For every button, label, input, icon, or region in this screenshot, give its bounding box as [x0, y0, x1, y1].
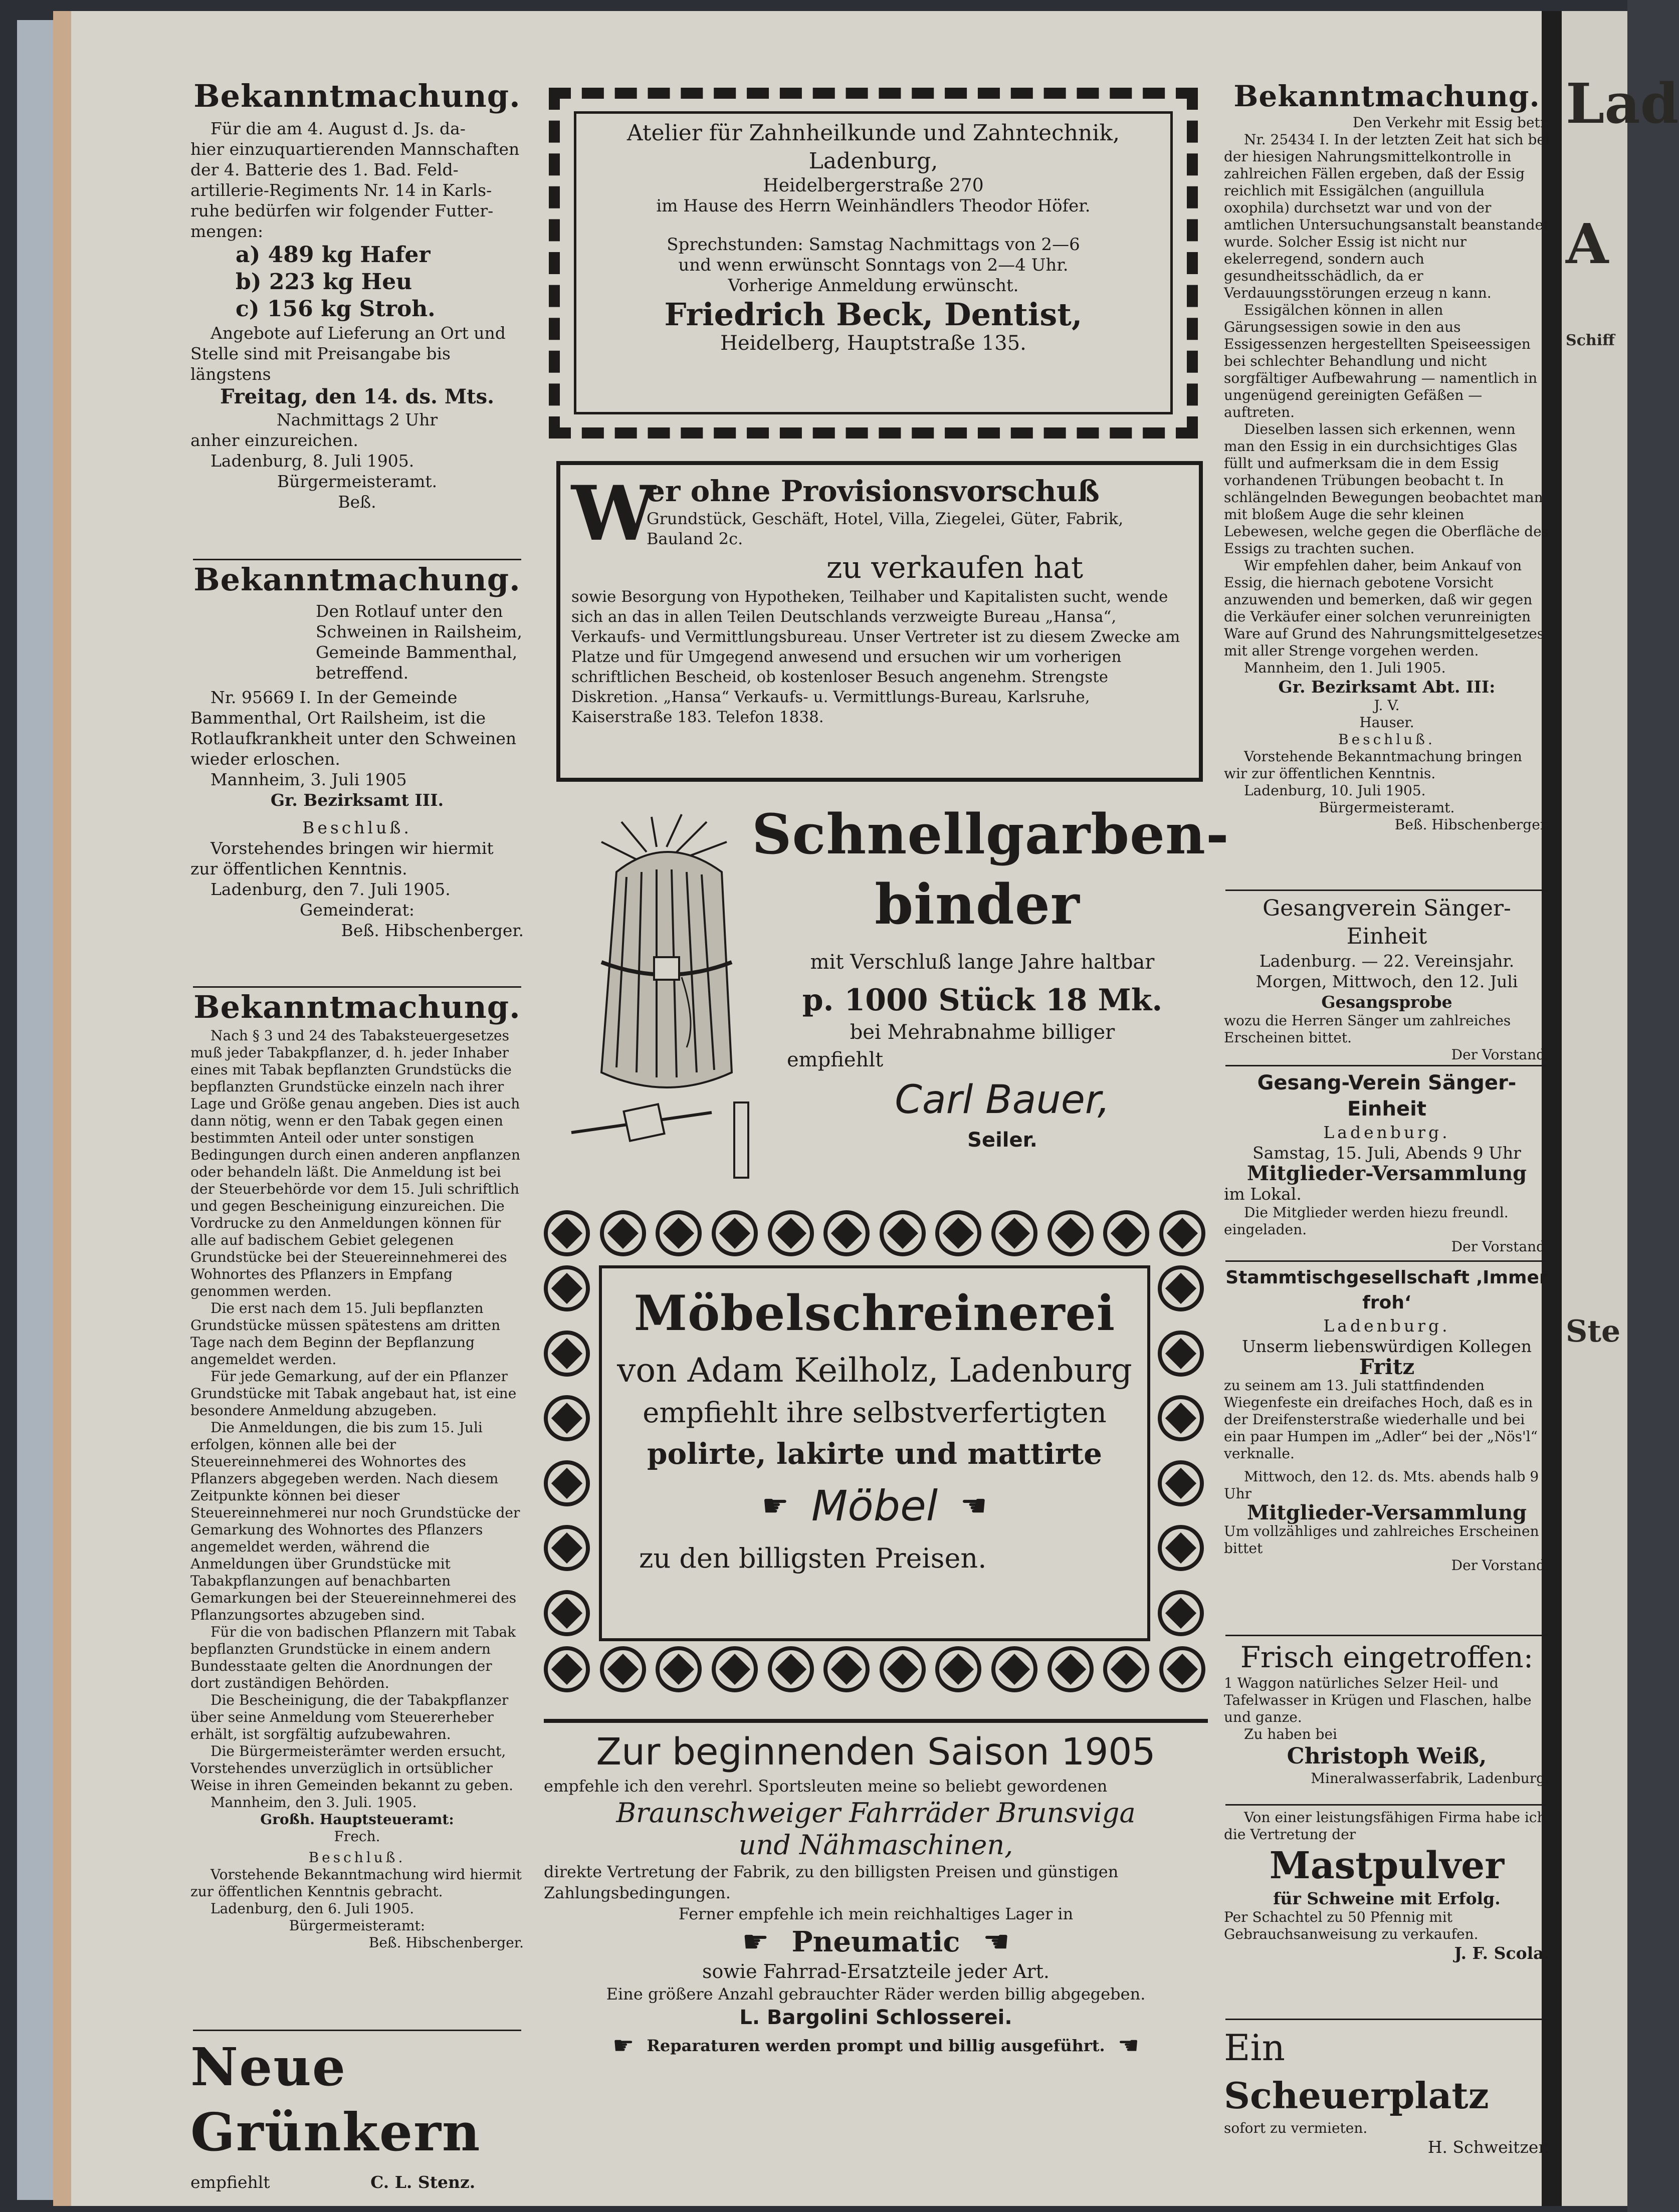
notice-body: Wir empfehlen daher, beim Ankauf von Essig, die hiernach gebotene Vorsicht anzuwenden und bemerken, daß wir gegen die Verkäufer einer solchen verunreinigten Ware auf Grund des Nahrungsmittelgesetzes mit aller Strenge vorgehen werden.	[1224, 557, 1545, 659]
pointing-hand-icon: ☛	[982, 1924, 1010, 1959]
verein-sign: Der Vorstand.	[1451, 1238, 1550, 1255]
notice-beschluss: Beschluß.	[1338, 731, 1435, 748]
notice-paragraph: Die Bürgermeisterämter werden ersucht, Vorstehendes unverzüglich in ortsüblicher Weise in ihren Gemeinden bekannt zu geben.	[190, 1743, 514, 1794]
notice-heading: Bekanntmachung.	[193, 989, 521, 1025]
notice-beschluss: Beschluß.	[302, 818, 412, 837]
futter-item: a) 489 kg Hafer	[236, 242, 431, 268]
notice-office: Großh. Hauptsteueramt:	[260, 1811, 454, 1828]
ad-text	[190, 2172, 524, 2192]
keilholz-line: polirte, lakirte und mattirte	[647, 1437, 1103, 1471]
scheuer-title-2: Scheuerplatz	[1224, 2074, 1489, 2117]
bauer-line: mit Verschluß lange Jahre haltbar	[810, 951, 1155, 974]
mast-text: Per Schachtel zu 50 Pfennig mit Gebrauchsanweisung zu verkaufen.	[1224, 1909, 1479, 1942]
weiss-title: Frisch eingetroffen:	[1240, 1640, 1534, 1674]
verein-title: Gesangverein Sänger-Einheit	[1263, 896, 1511, 949]
notice-text: Angebote auf Lieferung an Ort und Stelle sind mit Preisangabe bis längstens	[190, 323, 506, 384]
mast-sub: für Schweine mit Erfolg.	[1273, 1889, 1501, 1908]
scheuer-sign: H. Schweitzer.	[1427, 2137, 1550, 2157]
stammtisch-event: Mitglieder-Versammlung	[1246, 1501, 1527, 1524]
pointing-hand-icon: ☛	[612, 2032, 635, 2060]
diamond-border-top	[544, 1210, 1205, 1260]
ad-mastpulver	[1224, 1809, 1550, 2020]
dentist-hours: Sprechstunden: Samstag Nachmittags von 2—6	[667, 235, 1080, 255]
notice-essig	[1224, 80, 1550, 877]
ad-gruenkern	[190, 2035, 524, 2192]
verein-event: Mitglieder-Versammlung	[1246, 1162, 1527, 1185]
bauer-title-2: binder	[875, 872, 1080, 937]
notice-futter	[190, 80, 524, 561]
notice-sign: Beß. Hibschenberger.	[341, 921, 524, 940]
volume-cover-edge	[17, 20, 53, 2200]
notice-text: Vorstehendes bringen wir hiermit zur öffentlichen Kenntnis.	[190, 838, 494, 878]
pointing-hand-icon: ☛	[762, 1488, 789, 1523]
notice-line: der 4. Batterie des 1. Bad. Feld-	[190, 160, 459, 179]
scheuer-title	[1224, 2024, 1550, 2120]
verein-when: Morgen, Mittwoch, den 12. Juli	[1255, 972, 1518, 991]
notice-body: Nr. 95669 I. In der Gemeinde Bammenthal, Ort Railsheim, ist die Rotlaufkrankheit unter den Schweinen wieder erloschen.	[190, 688, 517, 769]
notice-sign: Frech.	[334, 1828, 380, 1845]
notice-deadline: Freitag, den 14. ds. Mts.	[220, 385, 495, 408]
hansa-body: sowie Besorgung von Hypotheken, Teilhaber und Kapitalisten sucht, wende sich an das in allen Teilen Deutschlands verzweigte Bureau „Hansa“, Verkaufs- und Vermittlungsbureau. Unser Vertreter ist zu diesem Zwecke am Platze und für Umgegend anwesend und ersuchen wir um vorherigen schriftlichen Bescheid, ob kostenloser Besuch angenehm. Strengste Diskretion. „Hansa“ Verkaufs- u. Vermittlungs-Bureau, Karlsruhe, Kaiserstraße 183. Telefon 1838.	[571, 588, 1180, 726]
notice-text: Vorstehende Bekanntmachung wird hiermit zur öffentlichen Kenntnis gebracht.	[190, 1866, 522, 1900]
dentist-hours-sunday: und wenn erwünscht Sonntags von 2—4 Uhr.	[678, 255, 1069, 275]
notice-sign: Hauser.	[1359, 714, 1414, 731]
notice-body: Essigälchen können in allen Gärungsessigen sowie in den aus Essigessenzen hergestellten Speiseessigen bei schlechter Behandlung und nicht sorgfältiger Aufbewahrung — namentlich in ungenügend gereinigten Gefäßen — auftreten.	[1224, 302, 1538, 420]
ad-bargolini	[544, 1729, 1208, 2165]
bauer-title: Schnellgarben-	[752, 802, 1229, 866]
futter-item: b) 223 kg Heu	[236, 269, 412, 295]
notice-date: Ladenburg, 10. Juli 1905.	[1244, 782, 1426, 799]
notice-office: Bürgermeisteramt.	[277, 472, 438, 491]
verein-text: wozu die Herren Sänger um zahlreiches Erscheinen bittet.	[1224, 1012, 1511, 1046]
bauer-line: bei Mehrabnahme billiger	[850, 1021, 1115, 1044]
verein-event: Gesangsprobe	[1321, 992, 1452, 1012]
notice-line: artillerie-Regiments Nr. 14 in Karls-	[190, 180, 492, 200]
bargolini-pneumatic: Pneumatic	[791, 1925, 960, 1958]
notice-date: Ladenburg, den 6. Juli 1905.	[211, 1900, 414, 1917]
fragment-text: Ste	[1566, 1314, 1621, 1349]
stammtisch-title: Stammtischgesellschaft ‚Immer froh‘	[1225, 1267, 1548, 1313]
diamond-border-left	[544, 1265, 594, 1636]
ad-weiss	[1224, 1640, 1550, 1805]
divider	[1225, 1260, 1546, 1262]
dentist-house: im Hause des Herrn Weinhändlers Theodor Höfer.	[656, 196, 1091, 216]
stammtisch-text: zu seinem am 13. Juli stattfindenden Wiegenfeste ein dreifaches Hoch, daß es in der Dreifensterstraße wiederhalle und bei ein paar Humpen im „Adler“ bei der „Nös'l“ verknalle.	[1224, 1377, 1538, 1462]
notice-paragraph: Die Bescheinigung, die der Tabakpflanzer über seine Anmeldung vom Steuererheber erhält, ist sorgfältig aufzubewahren.	[190, 1692, 509, 1742]
notice-heading: Bekanntmachung.	[1233, 79, 1540, 113]
notice-heading: Bekanntmachung.	[193, 78, 521, 114]
notice-subject: Den Rotlauf unter den Schweinen in Railsheim, Gemeinde Bammenthal, betreffend.	[316, 601, 522, 683]
ad-name: C. L. Stenz.	[370, 2172, 476, 2192]
bargolini-brand: und Nähmaschinen,	[738, 1829, 1013, 1861]
stammtisch-name: Fritz	[1359, 1355, 1415, 1379]
notice-office: Bürgermeisteramt.	[1319, 799, 1455, 816]
verein-sign: Der Vorstand.	[1451, 1046, 1550, 1063]
stammtisch-line: Unserm liebenswürdigen Kollegen	[1241, 1337, 1532, 1356]
ad-top-rule	[544, 1719, 1208, 1723]
notice-date: Mannheim, den 1. Juli 1905.	[1244, 659, 1446, 676]
divider	[193, 2030, 521, 2031]
bargolini-intro: empfehle ich den verehrl. Sportsleuten meine so beliebt gewordenen	[544, 1777, 1108, 1796]
bargolini-repairs: Reparaturen werden prompt und billig ausgeführt.	[647, 2036, 1105, 2055]
notice-date: Ladenburg, 8. Juli 1905.	[211, 451, 414, 471]
bargolini-used: Eine größere Anzahl gebrauchter Räder werden billig abgegeben.	[606, 1984, 1146, 2004]
notice-paragraph: Nach § 3 und 24 des Tabaksteuergesetzes muß jeder Tabakpflanzer, d. h. jeder Inhaber eines mit Tabak bepflanzten Grundstücks die bepflanzten Grundstücke einzeln nach ihrer Lage und Größe genau angeben. Dies ist auch dann nötig, wenn er den Tabak gegen einen bestimmten Anteil oder unter sonstigen Bedingungen durch einen anderen anpflanzen oder behandeln läßt. Die Anmeldung ist bei der Steuerbehörde vor dem 15. Juli schriftlich und gegen Bescheinigung einzureichen. Die Vordrucke zu den Anmeldungen können für alle auf badischem Gebiet gelegenen Grundstücke bei der Steuereinnehmerei des Wohnortes des Pflanzers in Empfang genommen werden.	[190, 1027, 521, 1299]
bargolini-name: L. Bargolini Schlosserei.	[739, 2006, 1012, 2029]
page-stack-edge	[53, 11, 71, 2206]
hansa-objects: Grundstück, Geschäft, Hotel, Villa, Ziegelei, Güter, Fabrik, Bauland 2c.	[647, 509, 1124, 548]
mast-sign: J. F. Scola.	[1454, 1943, 1550, 1963]
keilholz-moebel: Möbel	[811, 1481, 938, 1530]
ad-gesangverein-2	[1224, 1070, 1550, 1260]
bargolini-stock: Ferner empfehle ich mein reichhaltiges Lager in	[678, 1904, 1074, 1923]
stammtisch-when: Mittwoch, den 12. ds. Mts. abends halb 9 Uhr	[1224, 1468, 1539, 1502]
bauer-trade: Seiler.	[967, 1129, 1037, 1152]
keilholz-name: von Adam Keilholz, Ladenburg	[617, 1351, 1132, 1390]
notice-sign: Beß.	[338, 492, 376, 512]
notice-office: Gr. Bezirksamt Abt. III:	[1278, 677, 1496, 697]
notice-time: Nachmittags 2 Uhr	[276, 410, 438, 429]
ad-scheuerplatz	[1224, 2024, 1550, 2159]
verein-place: im Lokal.	[1224, 1184, 1302, 1204]
notice-council: Gemeinderat:	[299, 900, 414, 920]
weiss-text: 1 Waggon natürliches Selzer Heil- und Tafelwasser in Krügen und Flaschen, halbe und ganze.	[1224, 1675, 1532, 1725]
bargolini-direct: direkte Vertretung der Fabrik, zu den billigsten Preisen und günstigen Zahlungsbedingungen.	[544, 1862, 1119, 1902]
hansa-headline: er ohne Provisionsvorschuß	[647, 474, 1100, 508]
bargolini-title: Zur beginnenden Saison 1905	[596, 1730, 1156, 1774]
verein-sub: Ladenburg.	[1323, 1123, 1450, 1142]
notice-date: Mannheim, den 3. Juli. 1905.	[211, 1794, 417, 1811]
verein-when: Samstag, 15. Juli, Abends 9 Uhr	[1252, 1143, 1521, 1163]
dentist-title: Atelier für Zahnheilkunde und Zahntechnik, Ladenburg,	[626, 120, 1120, 174]
bauer-name: Carl Bauer,	[895, 1077, 1110, 1123]
divider	[1225, 890, 1546, 891]
notice-paragraph: Für jede Gemarkung, auf der ein Pflanzer Grundstücke mit Tabak angebaut hat, ist eine besondere Anmeldung abzugeben.	[190, 1368, 517, 1419]
notice-paragraph: Für die von badischen Pflanzern mit Tabak bepflanzten Grundstücke in einem andern Bundesstaate gelten die Anordnungen der dort zuständigen Behörden.	[190, 1624, 516, 1691]
ad-title: Neue Grünkern	[190, 2036, 481, 2163]
diamond-border-bottom	[544, 1646, 1205, 1696]
ad-gesangverein-1	[1224, 895, 1550, 1065]
verein-sub: Ladenburg. — 22. Vereinsjahr.	[1259, 951, 1515, 971]
verein-text: Die Mitglieder werden hiezu freundl. eingeladen.	[1224, 1204, 1509, 1238]
scheuer-title-1: Ein	[1224, 2027, 1285, 2069]
ad-empfiehlt: empfiehlt	[190, 2172, 270, 2192]
verein-title: Gesang-Verein Sänger-Einheit	[1257, 1071, 1517, 1121]
dentist-address: Heidelbergerstraße 270	[763, 175, 984, 196]
weiss-haben: Zu haben bei	[1244, 1726, 1337, 1742]
pointing-hand-icon: ☛	[742, 1924, 769, 1959]
futter-item: c) 156 kg Stroh.	[236, 296, 436, 322]
bauer-empfiehlt: empfiehlt	[787, 1048, 884, 1071]
divider	[193, 986, 521, 988]
mast-intro: Von einer leistungsfähigen Firma habe ich die Vertretung der	[1224, 1809, 1546, 1843]
weiss-name: Christoph Weiß,	[1287, 1743, 1487, 1769]
notice-beschluss: Beschluß.	[308, 1849, 406, 1866]
ad-carl-bauer	[541, 797, 1229, 1203]
keilholz-line: zu den billigsten Preisen.	[639, 1542, 987, 1574]
notice-text: anher einzureichen.	[190, 430, 358, 450]
divider	[1225, 1065, 1546, 1066]
notice-line: ruhe bedürfen wir folgender Futter-	[190, 201, 494, 220]
notice-line: Für die am 4. August d. Js. da-	[211, 119, 466, 138]
stammtisch-sign: Der Vorstand.	[1451, 1557, 1550, 1574]
fragment-text: A	[1566, 211, 1609, 276]
notice-date: Mannheim, 3. Juli 1905	[211, 770, 407, 789]
notice-date: Ladenburg, den 7. Juli 1905.	[211, 879, 451, 899]
divider	[193, 559, 521, 560]
pointing-hand-icon: ☛	[1117, 2032, 1139, 2060]
keilholz-moebel-row	[609, 1481, 1140, 1531]
bauer-price: p. 1000 Stück 18 Mk.	[802, 983, 1163, 1018]
ad-hansa	[571, 470, 1188, 774]
notice-line: hier einzuquartierenden Mannschaften	[190, 139, 520, 159]
notice-office: Gr. Bezirksamt III.	[270, 790, 444, 810]
bargolini-repairs-row	[544, 2031, 1208, 2061]
bargolini-brand: Braunschweiger Fahrräder Brunsviga	[616, 1797, 1136, 1829]
weiss-firm: Mineralwasserfabrik, Ladenburg.	[1311, 1770, 1550, 1787]
ad-stammtisch	[1224, 1265, 1550, 1646]
notice-iv: J. V.	[1374, 697, 1400, 714]
scheuer-text: sofort zu vermieten.	[1224, 2120, 1368, 2136]
keilholz-title: Möbelschreinerei	[634, 1285, 1116, 1342]
dentist-city: Heidelberg, Hauptstraße 135.	[720, 332, 1026, 355]
hansa-initial: W	[571, 470, 656, 558]
fragment-text: Schiff	[1566, 332, 1615, 349]
dentist-appointment: Vorherige Anmeldung erwünscht.	[728, 276, 1019, 296]
adjacent-page-fragment	[1562, 11, 1679, 2206]
notice-text: Vorstehende Bekanntmachung bringen wir zur öffentlichen Kenntnis.	[1224, 748, 1522, 782]
notice-line: mengen:	[190, 222, 264, 241]
divider	[1225, 2019, 1546, 2020]
hansa-sell: zu verkaufen hat	[826, 550, 1084, 585]
stammtisch-text: Um vollzähliges und zahlreiches Erscheinen bittet	[1224, 1523, 1539, 1557]
notice-body: Dieselben lassen sich erkennen, wenn man den Essig in ein durchsichtiges Glas füllt und aufmerksam die in dem Essig vorhandenen Trübungen beobacht t. In schlängelnden Bewegungen beobachtet man mit bloßem Auge die sehr kleinen Lebewesen, welche gegen die Oberfläche des Essigs zu trachten suchen.	[1224, 421, 1549, 557]
notice-tabak	[190, 991, 524, 2029]
dentist-name: Friedrich Beck, Dentist,	[664, 296, 1083, 333]
notice-heading: Bekanntmachung.	[193, 561, 521, 598]
notice-paragraph: Die erst nach dem 15. Juli bepflanzten Grundstücke müssen spätestens am dritten Tage nach dem Beginn der Bepflanzung angemeldet werden.	[190, 1300, 501, 1368]
notice-body: Nr. 25434 I. In der letzten Zeit hat sich bei der hiesigen Nahrungsmittelkontrolle in zahlreichen Fällen ergeben, daß der Essig reichlich mit Essigälchen (anguillula oxophila) durchsetzt war und von der amtlichen Untersuchungsanstalt beanstandet wurde. Solcher Essig ist nicht nur ekelerregend, sondern auch gesundheitsschädlich, da er Verdauungsstörungen erzeug n kann.	[1224, 131, 1550, 301]
pointing-hand-icon: ☛	[960, 1488, 987, 1523]
sheaf-binder-illustration	[561, 812, 772, 1193]
notice-paragraph: Die Anmeldungen, die bis zum 15. Juli erfolgen, können alle bei der Steuereinnehmerei des Wohnortes des Pflanzers abgegeben werden. Nach diesem Zeitpunkte können bei dieser Steuereinnehmerei nur noch Grundstücke der Gemarkung des Wohnortes des Pflanzers angemeldet werden, während die Anmeldungen über Grundstücke mit Tabakpflanzungen auf benachbarten Gemarkungen bei der Steuereinnehmerei des Pflanzungsortes abzugeben sind.	[190, 1419, 520, 1623]
diamond-border-right	[1158, 1265, 1208, 1636]
notice-sign: Beß. Hibschenberger.	[1394, 816, 1550, 833]
ad-keilholz	[544, 1210, 1205, 1696]
mast-title: Mastpulver	[1269, 1844, 1505, 1887]
stammtisch-sub: Ladenburg.	[1323, 1316, 1450, 1336]
notice-sign: Beß. Hibschenberger.	[368, 1934, 524, 1951]
divider	[1225, 1804, 1546, 1806]
bargolini-pneumatic-row	[544, 1924, 1208, 1959]
fragment-text: Lad	[1566, 71, 1679, 136]
bargolini-parts: sowie Fahrrad-Ersatzteile jeder Art.	[702, 1960, 1050, 1982]
ad-dentist	[581, 119, 1165, 410]
notice-subject: Den Verkehr mit Essig betr.	[1353, 114, 1550, 131]
keilholz-line: empfiehlt ihre selbstverfertigten	[643, 1397, 1107, 1429]
notice-rotlauf	[190, 561, 524, 985]
notice-office: Bürgermeisteramt:	[289, 1917, 426, 1934]
divider	[1225, 1635, 1546, 1636]
